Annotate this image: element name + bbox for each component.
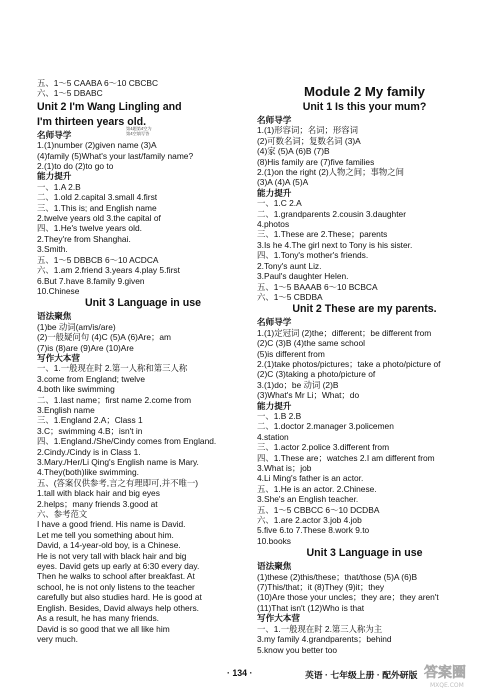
answer-line: (2)一般疑问句 (4)C (5)A (6)Are；am	[37, 332, 172, 343]
subsection-label: 能力提升	[257, 187, 292, 198]
answer-line: (4)家 (5)A (6)B (7)B	[257, 146, 330, 157]
answer-line: (5)is different from	[257, 348, 325, 359]
answer-line: 五、1～5 CAABA 6～10 CBCBC	[37, 78, 159, 88]
subsection-label: 名师导学	[257, 317, 292, 328]
answer-line: (1)be 动词(am/is/are)	[37, 321, 116, 332]
section-heading: I'm thirteen years old.	[37, 115, 147, 128]
answer-line: very much.	[37, 633, 78, 644]
answer-line: (3)A (4)A (5)A	[257, 177, 309, 188]
section-heading: Unit 3 Language in use	[306, 547, 423, 560]
answer-line: 四、1.He's twelve years old.	[37, 223, 142, 234]
answer-line: 10.books	[257, 535, 291, 546]
answer-line: 四、1.These are；watches 2.I am different from	[257, 452, 435, 463]
answer-line: 2.helps；many friends 3.good at	[37, 498, 158, 509]
right-column	[257, 84, 472, 655]
answer-line: As a result, he has many friends.	[37, 613, 159, 624]
answer-line: 1.(1)定冠词 (2)the；different；be different from	[257, 327, 432, 338]
answer-line: 2.twelve years old 3.the capital of	[37, 213, 161, 224]
answer-line: 1.(1)number (2)given name (3)A	[37, 140, 157, 151]
answer-line: 3.Is he 4.The girl next to Tony is his sister.	[257, 239, 413, 250]
answer-line: 3.English name	[37, 404, 95, 415]
answer-line: 五、(答案仅供参考,言之有理即可,并不唯一)	[37, 477, 198, 488]
page-number: · 134 ·	[227, 668, 253, 678]
watermark-text: 答案圈	[424, 665, 466, 681]
answer-line: 3.Paul's daughter Helen.	[257, 271, 349, 282]
book-title: 英语 · 七年级上册 · 配外研版	[305, 670, 418, 680]
answer-line: 2.Cindy./Cindy is in Class 1.	[37, 446, 141, 457]
section-heading: Unit 2 These are my parents.	[292, 303, 437, 316]
answer-line: 10.Chinese	[37, 285, 80, 296]
answer-line: (10)Are those your uncles；they are；they aren't	[257, 592, 439, 603]
answer-line: (2)C (3)taking a photo/picture of	[257, 369, 376, 380]
answer-line: 一、1.B 2.B	[257, 410, 302, 421]
answer-line: 六、1.am 2.friend 3.years 4.play 5.first	[37, 265, 180, 276]
answer-line: 3.my family 4.grandparents；behind	[257, 634, 392, 645]
answer-line: (11)That isn't (12)Who is that	[257, 602, 365, 613]
answer-line: 3.Smith.	[37, 244, 68, 255]
answer-line: 六、参考范文	[37, 509, 88, 520]
answer-line: 1.(1)形容词；名词；形容词	[257, 125, 358, 136]
answer-line: 4.They(both)like swimming.	[37, 467, 139, 478]
answer-line: 2.Tony's aunt Liz.	[257, 260, 322, 271]
answer-line: 一、1.A 2.B	[37, 181, 81, 192]
answer-line: 五、1.He is an actor. 2.Chinese.	[257, 483, 377, 494]
subsection-label: 能力提升	[37, 171, 72, 182]
answer-line: 三、1.actor 2.police 3.different from	[257, 442, 390, 453]
answer-line: Then he walks to school after breakfast. At	[37, 571, 195, 582]
section-heading: Unit 1 Is this your mum?	[302, 101, 427, 113]
answer-line: (4)family (5)What's your last/family name?	[37, 150, 194, 161]
answer-line: 2.They're from Shanghai.	[37, 233, 131, 244]
answer-line: 4.Li Ming's father is an actor.	[257, 473, 364, 484]
answer-line: (3)What's Mr Li；What；do	[257, 390, 360, 401]
answer-line: 二、1.grandparents 2.cousin 3.daughter	[257, 208, 406, 219]
handwritten-note-line-2: 第4空填写答	[126, 131, 150, 136]
answer-line: (2)C (3)B (4)the same school	[257, 338, 365, 349]
answer-line: 4.photos	[257, 219, 290, 230]
answer-line: 6.But 7.have 8.family 9.given	[37, 275, 145, 286]
answer-line: 二、1.old 2.capital 3.small 4.first	[37, 192, 158, 203]
answer-line: 4.station	[257, 431, 289, 442]
answer-line: 五、1～5 BAAAB 6～10 BCBCA	[257, 281, 378, 292]
section-heading: Unit 2 I'm Wang Lingling and	[37, 100, 182, 113]
answer-line: English. Besides, David always help others.	[37, 602, 199, 613]
answer-line: I have a good friend. His name is David.	[37, 519, 186, 530]
answer-line: 4.both like swimming	[37, 384, 115, 395]
answer-line: David, a 14-year-old boy, is a Chinese.	[37, 540, 181, 551]
subsection-label: 能力提升	[257, 400, 292, 411]
subsection-label: 语法聚焦	[257, 561, 292, 572]
answer-line: 5.know you better too	[257, 644, 338, 655]
answer-line: 2.(1)to do (2)to go to	[37, 161, 114, 172]
answer-line: 2.(1)on the right (2)人物之间；事物之间	[257, 167, 405, 178]
answer-line: 三、1.These are 2.These；parents	[257, 229, 388, 240]
watermark-logo	[422, 660, 492, 690]
answer-line: He is not very tall with black hair and big	[37, 550, 187, 561]
answer-line: 五、1～5 CBBCC 6～10 DCDBA	[257, 504, 380, 515]
subsection-label: 写作大本营	[257, 613, 300, 624]
answer-line: 三、1.England 2.A；Class 1	[37, 415, 143, 426]
answer-line: 2.(1)take photos/pictures；take a photo/picture of	[257, 358, 441, 369]
answer-line: eyes. David gets up early at 6:30 every day.	[37, 561, 200, 572]
section-heading: Unit 3 Language in use	[85, 297, 201, 310]
left-column	[37, 78, 249, 644]
answer-line: 二、1.last name；first name 2.come from	[37, 394, 192, 405]
subsection-label: 语法聚焦	[37, 311, 72, 322]
answer-line: 四、1.England./She/Cindy comes from England.	[37, 436, 217, 447]
answer-line: 1.tall with black hair and big eyes	[37, 488, 160, 499]
answer-line: David is so good that we all like him	[37, 623, 170, 634]
answer-line: 一、1.一般现在时 2.第一人称和第三人称	[37, 363, 188, 374]
answer-line: (2)可数名词；复数名词 (3)A	[257, 135, 361, 146]
answer-line: 5.five 6.to 7.These 8.work 9.to	[257, 525, 370, 536]
section-heading: Module 2 My family	[304, 84, 425, 99]
answer-line: 一、1.一般现在时 2.第三人称为主	[257, 623, 383, 634]
answer-line: (8)His family are (7)five families	[257, 156, 375, 167]
answer-line: (7)is (8)are (9)Are (10)Are	[37, 342, 134, 353]
answer-line: Let me tell you something about him.	[37, 529, 174, 540]
answer-line: 五、1～5 DBBCB 6～10 ACDCA	[37, 254, 159, 265]
answer-line: 3.(1)do；be 动词 (2)B	[257, 379, 339, 390]
answer-line: 六、1.are 2.actor 3.job 4.job	[257, 515, 362, 526]
answer-line: 六、1～5 DBABC	[37, 88, 103, 99]
answer-line: 二、1.doctor 2.manager 3.policemen	[257, 421, 394, 432]
answer-line: 三、1.This is; and English name	[37, 202, 157, 213]
answer-line: 3.C；swimming 4.B；isn't in	[37, 425, 143, 436]
answer-line: (7)This/that；it (8)They (9)it；they	[257, 582, 385, 593]
subsection-label: 写作大本营	[37, 352, 80, 363]
answer-line: 3.come from England; twelve	[37, 373, 145, 384]
answer-line: 一、1.C 2.A	[257, 198, 302, 209]
answer-line: 3.What is；job	[257, 463, 312, 473]
subsection-label: 名师导学	[257, 115, 292, 125]
answer-line: 六、1～5 CBDBA	[257, 291, 323, 302]
watermark-sub: MXQE.COM	[430, 682, 464, 689]
answer-line: (1)these (2)this/these；that/those (5)A (6)B	[257, 571, 418, 582]
answer-line: carefully but also studies hard. He is good at	[37, 592, 202, 603]
answer-line: 3.She's an English teacher.	[257, 494, 359, 505]
handwritten-note	[126, 126, 152, 136]
subsection-label: 名师导学	[37, 129, 72, 140]
handwritten-note-line-1: 第4题第4空为	[126, 126, 152, 131]
answer-line: school, he is not only listens to the teacher	[37, 581, 195, 592]
answer-line: 3.Mary./Her/Li Qing's English name is Mary.	[37, 457, 199, 467]
answer-line: 四、1.Tony's mother's friends.	[257, 250, 369, 261]
